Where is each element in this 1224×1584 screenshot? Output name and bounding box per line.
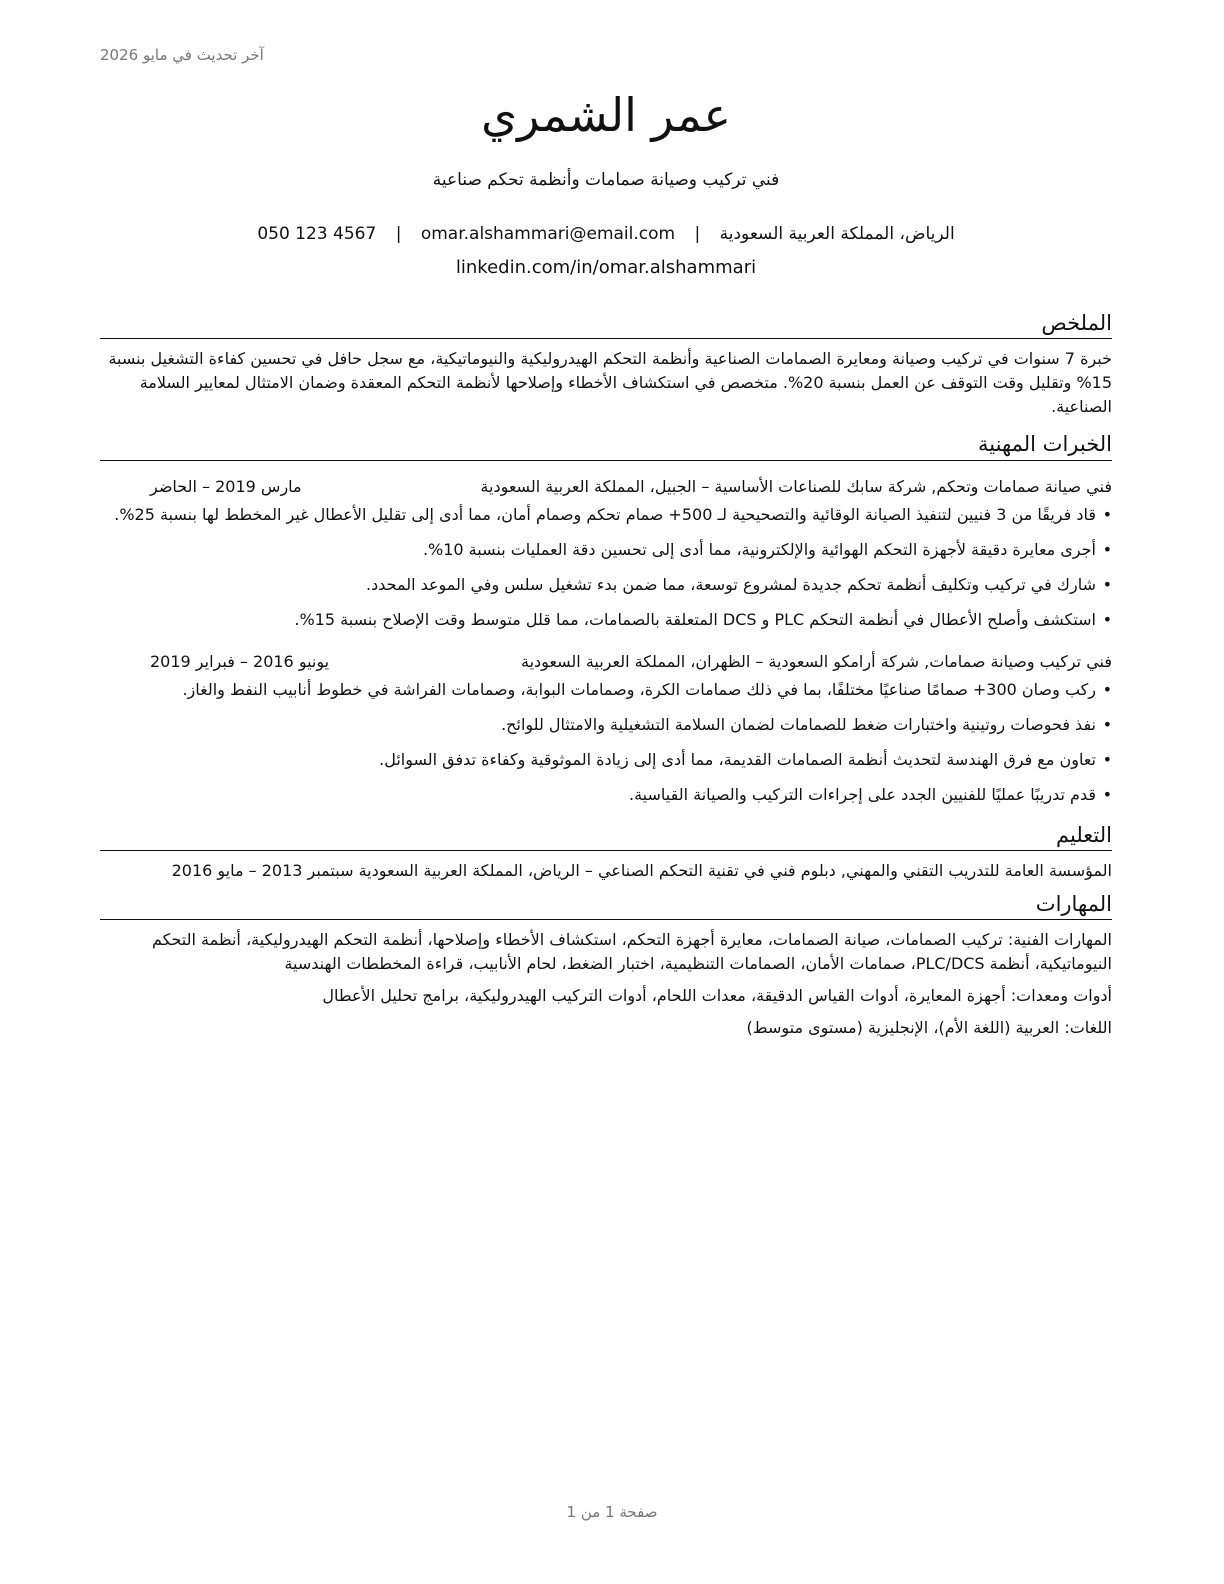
skills-tools: أدوات ومعدات: أجهزة المعايرة، أدوات القياس الدقيقة، معدات اللحام، أدوات التركيب الهيدروليكية، برامج تحليل الأعطال [322, 986, 1112, 1006]
section-heading-education: التعليم [100, 822, 1112, 851]
job-entry [100, 650, 1112, 807]
contact-email[interactable]: omar.alshammari@email.com [420, 224, 676, 244]
job-title-line: فني صيانة صمامات وتحكم, شركة سابك للصناعات الأساسية – الجبيل، المملكة العربية السعودية [480, 476, 1112, 496]
bullet-icon: • [1102, 749, 1112, 769]
bullet-icon: • [1102, 609, 1112, 629]
contact-linkedin[interactable]: linkedin.com/in/omar.alshammari [455, 257, 757, 278]
bullet-icon: • [1102, 574, 1112, 594]
list-item: • نفذ فحوصات روتينية واختبارات ضغط للصمامات لضمان السلامة التشغيلية والامتثال للوائح. [100, 713, 1112, 737]
bullet-icon: • [1102, 504, 1112, 524]
section-heading-experience: الخبرات المهنية [100, 431, 1112, 460]
job-bullets [100, 503, 1112, 632]
education-text: المؤسسة العامة للتدريب التقني والمهني, دبلوم فني في تقنية التحكم الصناعي – الرياض، المملكة العربية السعودية [358, 860, 1112, 880]
list-item: • قاد فريقًا من 3 فنيين لتنفيذ الصيانة الوقائية والتصحيحية لـ 500+ صمام تحكم وصمام أمان، مما أدى إلى تقليل الأعطال غير المخطط لها بنسبة 25%. [100, 503, 1112, 527]
list-item: • شارك في تركيب وتكليف أنظمة تحكم جديدة لمشروع توسعة، مما ضمن بدء تشغيل سلس وفي الموعد المحدد. [100, 573, 1112, 597]
resume-content [100, 310, 1112, 1040]
job-bullets [100, 678, 1112, 807]
contact-separator: | [694, 224, 701, 244]
bullet-icon: • [1102, 539, 1112, 559]
summary-text: خبرة 7 سنوات في تركيب وصيانة ومعايرة الصمامات الصناعية وأنظمة التحكم الهيدروليكية والنيوماتيكية، مع سجل حافل في تحسين كفاءة التشغيل بنسبة 15% وتقليل وقت التوقف عن العمل بنسبة 20%. متخصص في استكشاف الأخطاء وإصلاحها لأنظمة التحكم المعقدة وضمان الامتثال لمعايير السلامة الصناعية. [108, 349, 1112, 417]
section-heading-skills: المهارات [100, 891, 1112, 920]
job-title-line: فني تركيب وصيانة صمامات, شركة أرامكو السعودية – الظهران، المملكة العربية السعودية [521, 651, 1112, 671]
education-entry [100, 859, 1112, 883]
skills-languages: اللغات: العربية (اللغة الأم)، الإنجليزية (مستوى متوسط) [746, 1018, 1112, 1038]
list-item: • أجرى معايرة دقيقة لأجهزة التحكم الهوائية والإلكترونية، مما أدى إلى تحسين دقة العمليات بنسبة 10%. [100, 538, 1112, 562]
list-item: • قدم تدريبًا عمليًا للفنيين الجدد على إجراءات التركيب والصيانة القياسية. [100, 783, 1112, 807]
bullet-icon: • [1102, 679, 1112, 699]
job-header [100, 650, 1112, 674]
bullet-icon: • [1102, 784, 1112, 804]
skills-technical: المهارات الفنية: تركيب الصمامات، صيانة الصمامات، معايرة أجهزة التحكم، استكشاف الأخطاء وإصلاحها، أنظمة التحكم الهيدروليكية، أنظمة التحكم النيوماتيكية، أنظمة PLC/DCS، صمامات الأمان، الصمامات التنظيمية، اختبار الضغط، لحام الأنابيب، قراءة المخططات الهندسية [151, 930, 1112, 974]
last-updated-note: آخر تحديث في مايو 2026 [100, 46, 264, 64]
contact-location: الرياض، المملكة العربية السعودية [719, 224, 955, 244]
job-entry [100, 475, 1112, 632]
candidate-title: فني تركيب وصيانة صمامات وأنظمة تحكم صناعية [432, 170, 780, 190]
list-item: • تعاون مع فرق الهندسة لتحديث أنظمة الصمامات القديمة، مما أدى إلى زيادة الموثوقية وكفاءة تدفق السوائل. [100, 748, 1112, 772]
list-item: • ركب وصان 300+ صمامًا صناعيًا مختلفًا، بما في ذلك صمامات الكرة، وصمامات البوابة، وصمامات الفراشة في خطوط أنابيب النفط والغاز. [100, 678, 1112, 702]
contact-phone[interactable]: 050 123 4567 [257, 224, 377, 244]
list-item: • استكشف وأصلح الأعطال في أنظمة التحكم PLC و DCS المتعلقة بالصمامات، مما قلل متوسط وقت الإصلاح بنسبة 15%. [100, 608, 1112, 632]
page-footer: صفحة 1 من 1 [566, 1503, 658, 1521]
job-header [100, 475, 1112, 499]
contact-separator: | [395, 224, 402, 244]
education-dates: سبتمبر 2013 – مايو 2016 [171, 860, 354, 880]
bullet-icon: • [1102, 714, 1112, 734]
section-heading-summary: الملخص [100, 310, 1112, 339]
job-dates: مارس 2019 – الحاضر [150, 476, 302, 496]
candidate-name: عمر الشمري [481, 88, 731, 142]
contact-line [100, 224, 1112, 244]
job-dates: يونيو 2016 – فبراير 2019 [150, 651, 330, 671]
